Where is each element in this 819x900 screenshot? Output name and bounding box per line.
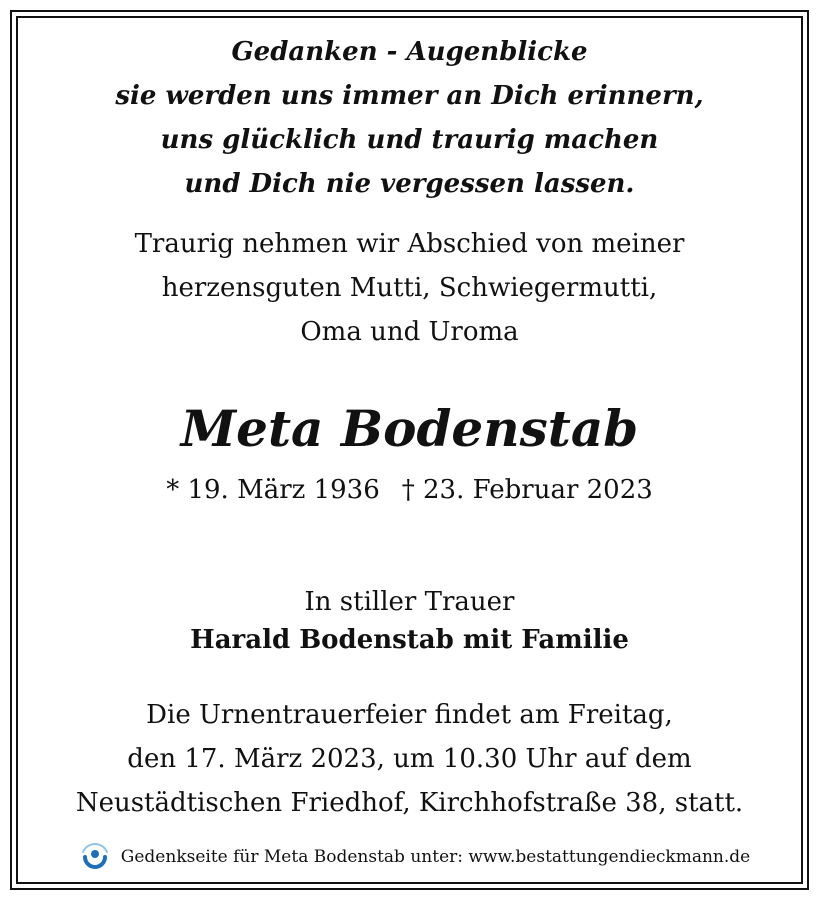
deceased-name: Meta Bodenstab: [180, 399, 639, 458]
memorial-page-footer: [28, 840, 801, 874]
death-date: † 23. Februar 2023: [401, 475, 653, 505]
birth-date: * 19. März 1936: [166, 475, 380, 505]
poem-line: sie werden uns immer an Dich erinnern,: [115, 81, 704, 111]
poem-line: und Dich nie vergessen lassen.: [184, 169, 635, 199]
life-dates: [18, 468, 801, 512]
mourning-heading: In stiller Trauer: [304, 587, 515, 617]
memorial-logo-icon: [79, 841, 111, 873]
ceremony-details: [18, 693, 801, 825]
obituary-notice: [18, 18, 801, 882]
ceremony-line: Neustädtischen Friedhof, Kirchhofstraße 38, statt.: [75, 788, 744, 818]
intro-line: herzensguten Mutti, Schwiegermutti,: [161, 273, 658, 303]
farewell-intro: [18, 222, 801, 354]
mourner-names: Harald Bodenstab mit Familie: [190, 625, 629, 655]
memorial-poem: [18, 30, 801, 206]
ceremony-line: Die Urnentrauerfeier findet am Freitag,: [146, 700, 673, 730]
poem-line: Gedanken - Augenblicke: [231, 37, 588, 67]
intro-line: Traurig nehmen wir Abschied von meiner: [134, 229, 685, 259]
memorial-page-link-text[interactable]: Gedenkseite für Meta Bodenstab unter: www.bestattungendieckmann.de: [120, 847, 751, 867]
ceremony-line: den 17. März 2023, um 10.30 Uhr auf dem: [127, 744, 692, 774]
intro-line: Oma und Uroma: [300, 317, 519, 347]
poem-line: uns glücklich und traurig machen: [160, 125, 659, 155]
